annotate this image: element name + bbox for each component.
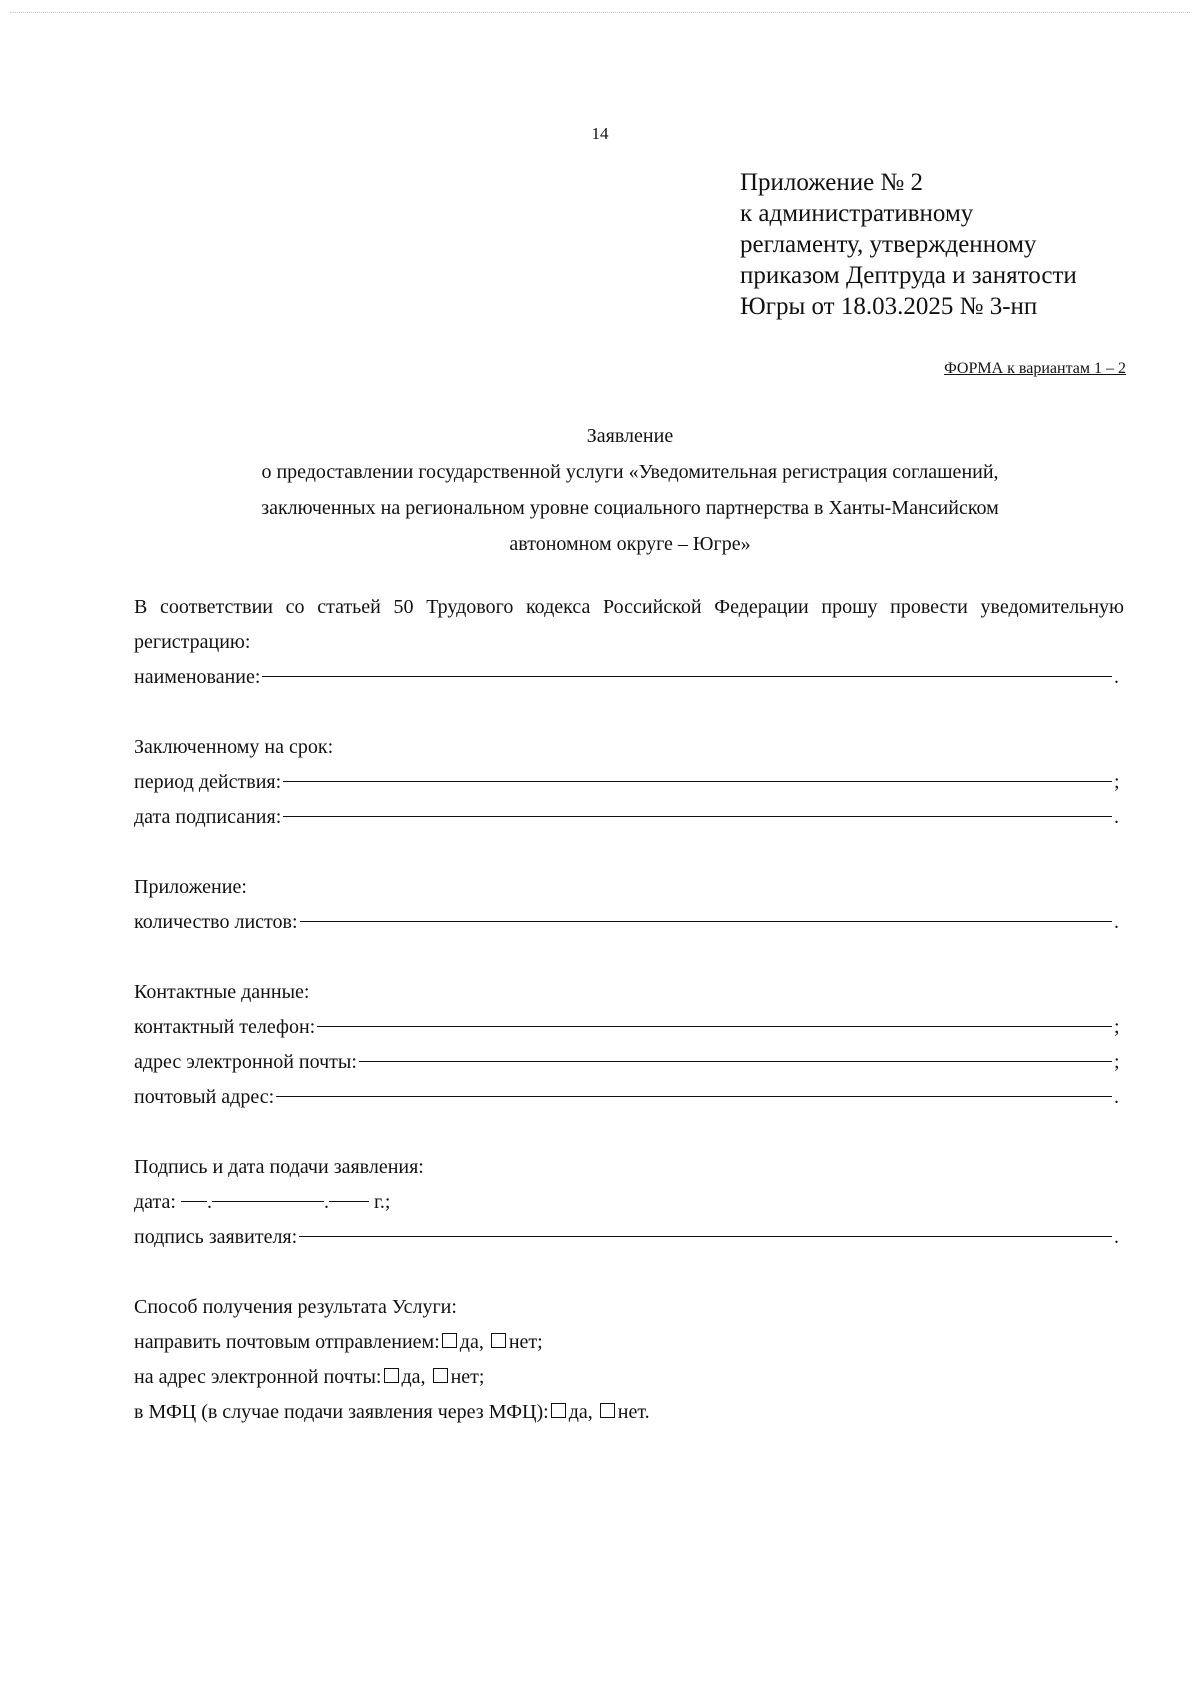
sheets-field-row — [134, 905, 1124, 940]
name-label: наименование: — [134, 666, 261, 688]
signature-heading: Подпись и дата подачи заявления: — [134, 1156, 424, 1178]
no-checkbox[interactable] — [491, 1333, 506, 1348]
title-line: о предоставлении государственной услуги «Уведомительная регистрация соглашений, — [261, 461, 999, 483]
appendix-line: приказом Дептруда и занятости — [740, 262, 1077, 289]
month-input-line[interactable] — [212, 1201, 324, 1202]
yes-label: да, — [459, 1331, 484, 1353]
yes-label: да, — [401, 1366, 426, 1388]
postal-input-line[interactable] — [276, 1096, 1112, 1097]
phone-input-line[interactable] — [317, 1026, 1112, 1027]
day-input-line[interactable] — [181, 1201, 207, 1202]
delivery-heading: Способ получения результата Услуги: — [134, 1296, 457, 1318]
form-body — [134, 590, 1124, 1430]
phone-field-row — [134, 1010, 1124, 1045]
sheets-label: количество листов: — [134, 911, 298, 933]
line-end-mark: . — [1114, 806, 1119, 828]
delivery-option-label: направить почтовым отправлением: — [134, 1331, 440, 1353]
line-end-mark: . — [1114, 1226, 1119, 1248]
year-input-line[interactable] — [329, 1201, 369, 1202]
title-line: заключенных на региональном уровне социального партнерства в Ханты-Мансийском — [261, 497, 999, 519]
date-separator: . — [206, 1191, 212, 1213]
intro-paragraph: В соответствии со статьей 50 Трудового кодекса Российской Федерации прошу провести уведомительную регистрацию: — [134, 596, 1124, 653]
line-end-mark: . — [1114, 911, 1119, 933]
sign-date-label: дата подписания: — [134, 806, 282, 828]
yes-checkbox[interactable] — [442, 1333, 457, 1348]
period-label: период действия: — [134, 771, 282, 793]
name-field-row — [134, 660, 1124, 695]
date-separator: . — [323, 1191, 329, 1213]
appendix-header — [740, 167, 1077, 322]
page-number: 14 — [591, 124, 609, 143]
term-heading: Заключенному на срок: — [134, 736, 334, 758]
document-title — [130, 418, 1130, 562]
contacts-heading: Контактные данные: — [134, 981, 310, 1003]
yes-label: да, — [568, 1401, 593, 1423]
line-end-mark: ; — [1114, 1016, 1120, 1038]
attachment-heading: Приложение: — [134, 876, 247, 898]
no-checkbox[interactable] — [600, 1403, 615, 1418]
no-label: нет. — [617, 1401, 650, 1423]
title-line: автономном округе – Югре» — [509, 533, 751, 555]
scan-top-border — [10, 12, 1190, 13]
phone-label: контактный телефон: — [134, 1016, 316, 1038]
no-label: нет; — [508, 1331, 543, 1353]
line-end-mark: ; — [1114, 771, 1120, 793]
postal-field-row — [134, 1080, 1124, 1115]
title-heading: Заявление — [586, 425, 674, 447]
period-input-line[interactable] — [283, 781, 1112, 782]
year-suffix: г.; — [373, 1191, 391, 1213]
delivery-option-label: на адрес электронной почты: — [134, 1366, 382, 1388]
signature-field-row — [134, 1220, 1124, 1255]
appendix-line: к административному — [740, 200, 974, 227]
date-label: дата: — [134, 1191, 176, 1213]
yes-checkbox[interactable] — [384, 1368, 399, 1383]
name-input-line[interactable] — [262, 676, 1112, 677]
no-checkbox[interactable] — [433, 1368, 448, 1383]
yes-checkbox[interactable] — [551, 1403, 566, 1418]
appendix-line: Приложение № 2 — [740, 169, 924, 196]
signature-label: подпись заявителя: — [134, 1226, 298, 1248]
date-field-row — [134, 1185, 1124, 1220]
delivery-option-row — [134, 1360, 1124, 1395]
sheets-input-line[interactable] — [300, 921, 1112, 922]
email-label: адрес электронной почты: — [134, 1051, 357, 1073]
appendix-line: регламенту, утвержденному — [740, 231, 1037, 258]
period-field-row — [134, 765, 1124, 800]
sign-date-field-row — [134, 800, 1124, 835]
appendix-line: Югры от 18.03.2025 № 3-нп — [740, 293, 1038, 320]
line-end-mark: ; — [1114, 1051, 1120, 1073]
delivery-option-row — [134, 1325, 1124, 1360]
line-end-mark: . — [1114, 1086, 1119, 1108]
signature-input-line[interactable] — [299, 1236, 1112, 1237]
line-end-mark: . — [1114, 666, 1119, 688]
email-input-line[interactable] — [359, 1061, 1112, 1062]
delivery-option-label: в МФЦ (в случае подачи заявления через МФЦ): — [134, 1401, 549, 1423]
no-label: нет; — [450, 1366, 485, 1388]
email-field-row — [134, 1045, 1124, 1080]
sign-date-input-line[interactable] — [283, 816, 1112, 817]
delivery-option-row — [134, 1395, 1124, 1430]
form-variant-label: ФОРМА к вариантам 1 – 2 — [944, 360, 1126, 377]
postal-label: почтовый адрес: — [134, 1086, 275, 1108]
